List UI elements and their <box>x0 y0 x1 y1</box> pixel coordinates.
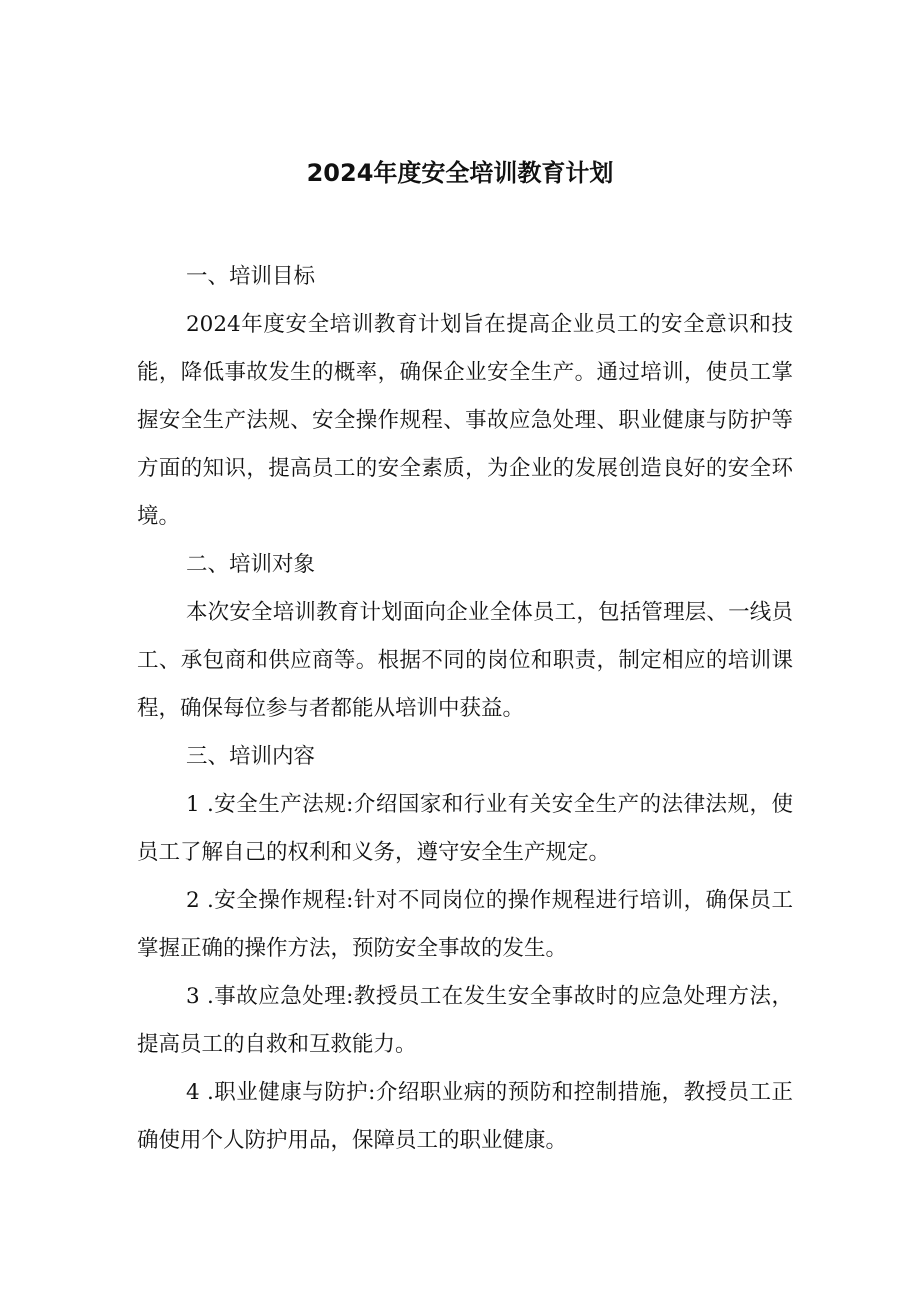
paragraph-audience: 本次安全培训教育计划面向企业全体员工，包括管理层、一线员工、承包商和供应商等。根据不同的岗位和职责，制定相应的培训课程，确保每位参与者都能从培训中获益。 <box>137 600 793 721</box>
section-heading-goals: 一、培训目标 <box>186 264 316 289</box>
section-heading-content: 三、培训内容 <box>186 744 316 769</box>
content-item-2: 2 .安全操作规程:针对不同岗位的操作规程进行培训，确保员工掌握正确的操作方法，预防安全事故的发生。 <box>137 888 793 961</box>
content-item-4: 4 .职业健康与防护:介绍职业病的预防和控制措施，教授员工正确使用个人防护用品，保障员工的职业健康。 <box>137 1080 793 1153</box>
document-body <box>137 253 793 1165</box>
paragraph-goals: 2024年度安全培训教育计划旨在提高企业员工的安全意识和技能，降低事故发生的概率，确保企业安全生产。通过培训，使员工掌握安全生产法规、安全操作规程、事故应急处理、职业健康与防护等方面的知识，提高员工的安全素质，为企业的发展创造良好的安全环境。 <box>137 312 793 529</box>
content-item-3: 3 .事故应急处理:教授员工在发生安全事故时的应急处理方法，提高员工的自救和互救能力。 <box>137 984 793 1057</box>
section-heading-audience: 二、培训对象 <box>186 552 316 577</box>
content-item-1: 1 .安全生产法规:介绍国家和行业有关安全生产的法律法规，使员工了解自己的权利和义务，遵守安全生产规定。 <box>137 792 793 865</box>
document-title: 2024年度安全培训教育计划 <box>306 159 614 187</box>
